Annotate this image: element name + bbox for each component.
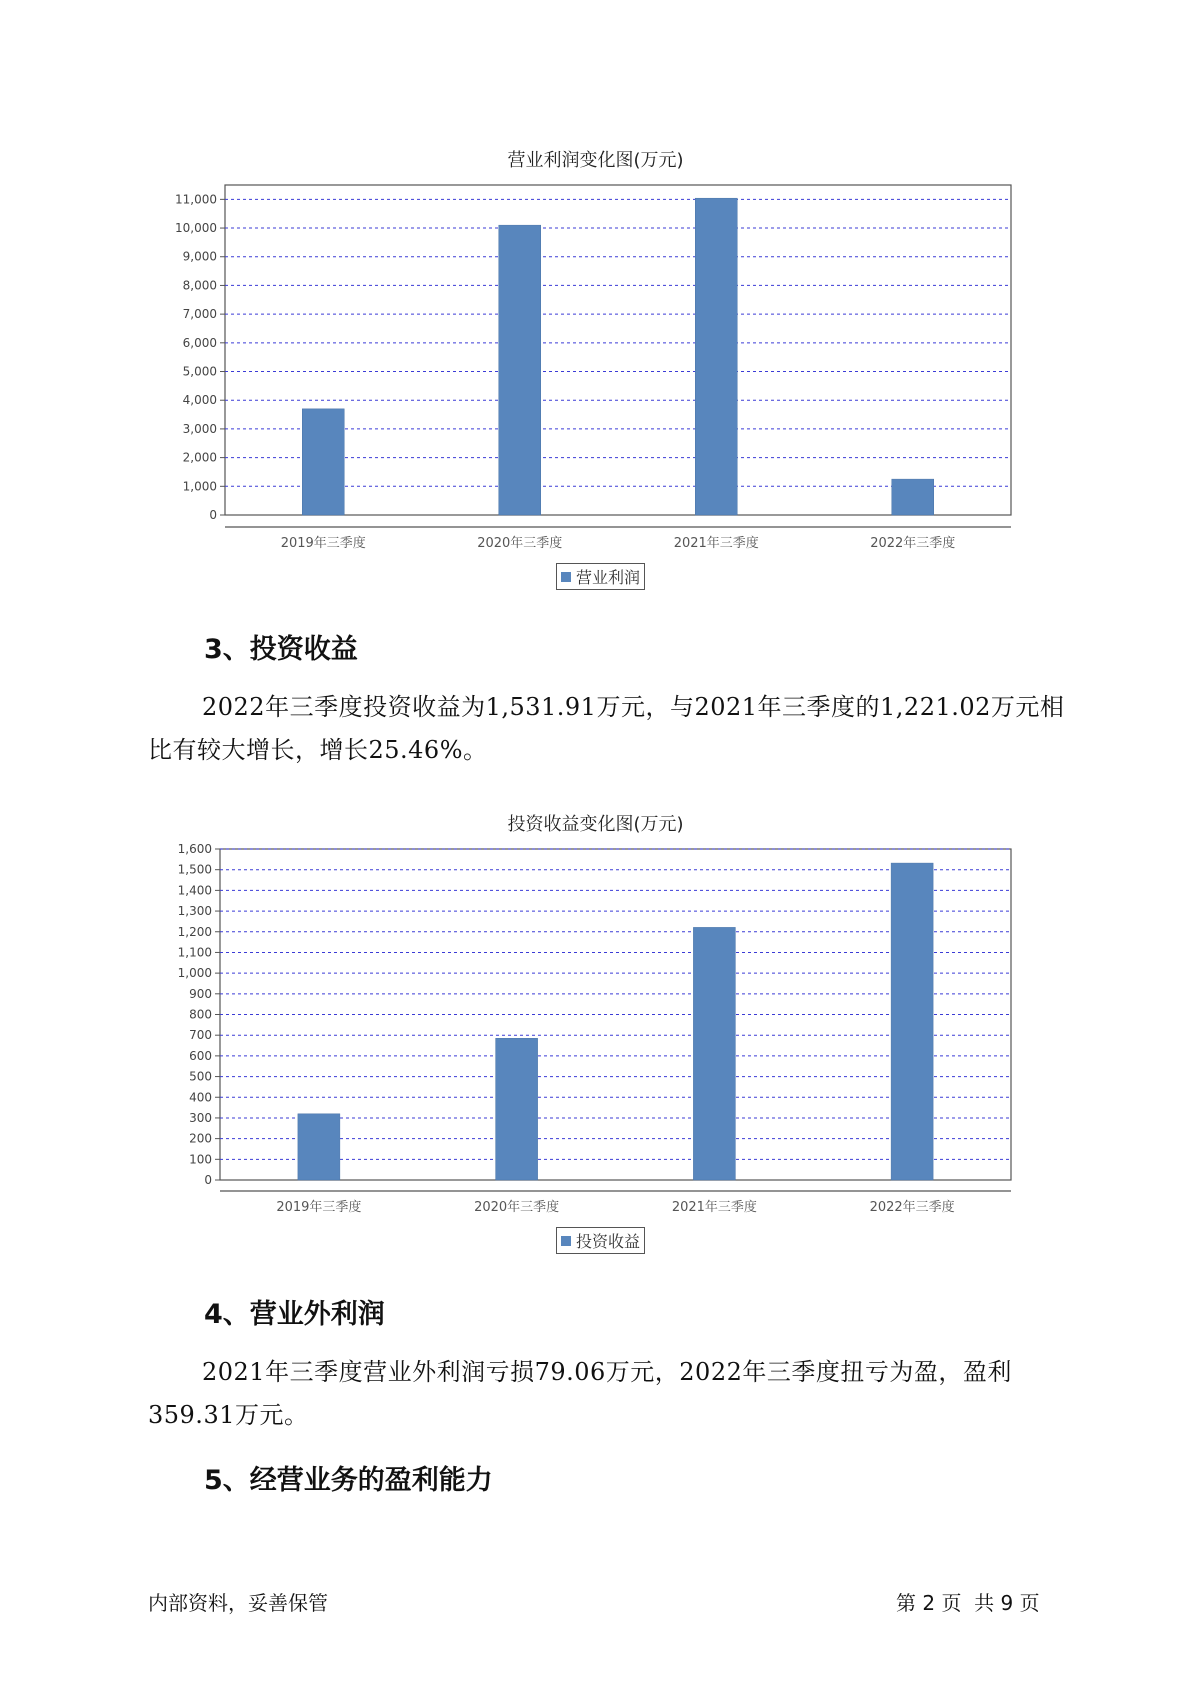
- section-3-heading: 3、投资收益: [204, 634, 358, 665]
- y-tick-label: 1,200: [177, 924, 212, 939]
- y-tick-label: 100: [189, 1152, 212, 1167]
- bar: [695, 198, 737, 515]
- x-tick-label: 2021年三季度: [671, 1200, 757, 1215]
- section-3-paragraph: 2022年三季度投资收益为1,531.91万元，与2021年三季度的1,221.02万元相比有较大增长，增长25.46%。: [148, 693, 1065, 764]
- legend-swatch: [561, 1236, 571, 1246]
- legend-swatch: [561, 572, 571, 582]
- section-5-heading: 5、经营业务的盈利能力: [204, 1465, 493, 1496]
- footer-confidential: 内部资料，妥善保管: [148, 1591, 328, 1615]
- profit-chart: [0, 175, 1191, 555]
- y-tick-label: 4,000: [182, 393, 217, 408]
- y-tick-label: 8,000: [182, 278, 217, 293]
- investment-chart-title: 投资收益变化图(万元): [507, 814, 684, 835]
- y-tick-label: 1,500: [177, 862, 212, 877]
- legend-label: 投资收益: [576, 1232, 641, 1251]
- y-tick-label: 1,000: [182, 479, 217, 494]
- profit-chart-legend: [556, 563, 645, 590]
- bar: [499, 225, 541, 515]
- bar: [302, 409, 344, 515]
- y-tick-label: 800: [189, 1007, 212, 1022]
- bar: [298, 1114, 340, 1180]
- y-tick-label: 200: [189, 1131, 212, 1146]
- y-tick-label: 900: [189, 986, 212, 1001]
- x-tick-label: 2022年三季度: [869, 1200, 955, 1215]
- y-tick-label: 500: [189, 1069, 212, 1084]
- legend-label: 营业利润: [576, 568, 641, 587]
- x-tick-label: 2020年三季度: [474, 1200, 560, 1215]
- x-tick-label: 2021年三季度: [673, 536, 759, 551]
- y-tick-label: 1,300: [177, 904, 212, 919]
- y-tick-label: 7,000: [182, 307, 217, 322]
- y-tick-label: 400: [189, 1090, 212, 1105]
- profit-chart-title: 营业利润变化图(万元): [507, 150, 684, 171]
- x-tick-label: 2019年三季度: [280, 536, 366, 551]
- y-tick-label: 1,000: [177, 966, 212, 981]
- bar: [693, 927, 735, 1180]
- y-tick-label: 11,000: [175, 192, 217, 207]
- bar: [891, 863, 933, 1180]
- footer-page-number: 第 2 页 共 9 页: [896, 1591, 1040, 1615]
- y-tick-label: 5,000: [182, 364, 217, 379]
- y-tick-label: 9,000: [182, 249, 217, 264]
- y-tick-label: 1,400: [177, 883, 212, 898]
- y-tick-label: 1,100: [177, 945, 212, 960]
- investment-chart: [0, 839, 1191, 1219]
- y-tick-label: 0: [209, 508, 217, 522]
- y-tick-label: 0: [204, 1173, 212, 1187]
- y-tick-label: 600: [189, 1048, 212, 1063]
- x-tick-label: 2022年三季度: [870, 536, 956, 551]
- y-tick-label: 300: [189, 1110, 212, 1125]
- bar: [892, 479, 934, 515]
- section-4-heading: 4、营业外利润: [204, 1299, 385, 1330]
- y-tick-label: 2,000: [182, 450, 217, 465]
- section-4-paragraph: 2021年三季度营业外利润亏损79.06万元，2022年三季度扭亏为盈，盈利359.31万元。: [148, 1358, 1012, 1429]
- y-tick-label: 1,600: [177, 842, 212, 856]
- x-tick-label: 2019年三季度: [276, 1200, 362, 1215]
- y-tick-label: 6,000: [182, 335, 217, 350]
- y-tick-label: 10,000: [175, 221, 217, 236]
- y-tick-label: 3,000: [182, 421, 217, 436]
- x-tick-label: 2020年三季度: [477, 536, 563, 551]
- investment-chart-legend: [556, 1227, 645, 1254]
- y-tick-label: 700: [189, 1028, 212, 1043]
- bar: [496, 1038, 538, 1180]
